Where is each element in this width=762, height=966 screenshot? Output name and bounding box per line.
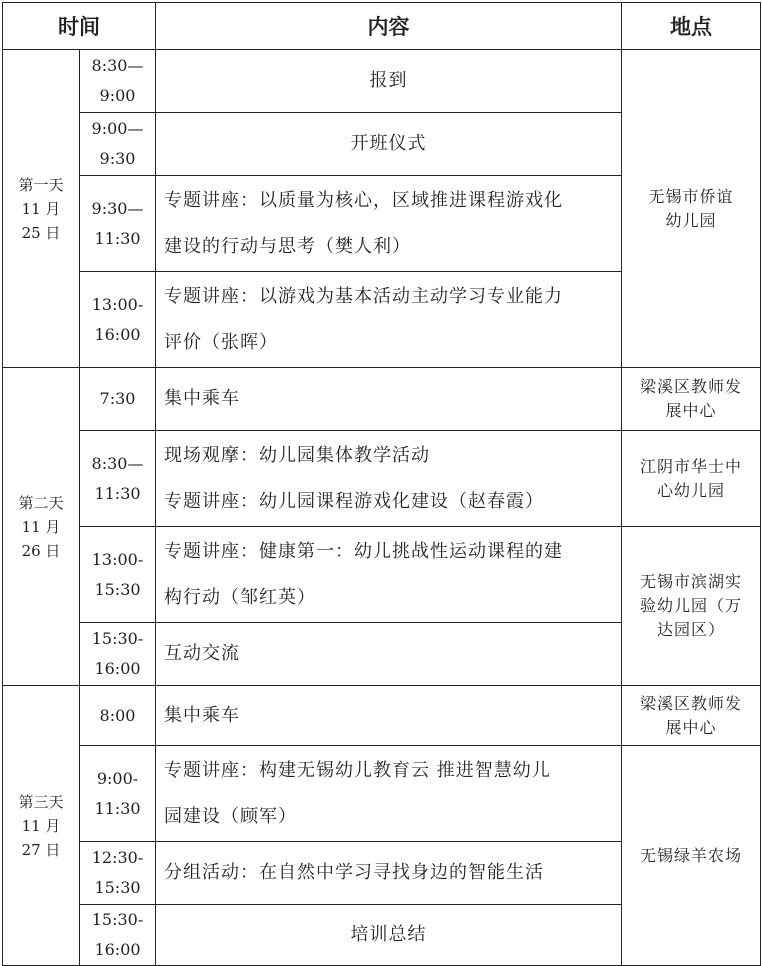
content-line: 园建设（顾军）	[164, 805, 297, 827]
time-end: 16:00	[94, 324, 141, 344]
place-line: 无锡市侨谊	[648, 186, 734, 206]
place-line: 无锡绿羊农场	[639, 845, 742, 865]
time-end: 16:00	[94, 659, 141, 678]
content-line: 构行动（邹红英）	[164, 586, 316, 608]
time-start: 8:00	[99, 705, 136, 725]
content-line: 报到	[369, 70, 408, 91]
time-start: 8:30—	[91, 56, 144, 75]
content-line: 互动交流	[164, 643, 240, 664]
content-cell	[156, 527, 622, 623]
day-month: 11 月	[21, 199, 61, 218]
content-line: 专题讲座：幼儿园课程游戏化建设（赵春霞）	[164, 490, 544, 512]
time-start: 8:30—	[91, 453, 144, 473]
table-row	[3, 686, 761, 746]
place-line: 心幼儿园	[656, 480, 725, 500]
day-cell-3	[3, 686, 80, 966]
header-time: 时间	[3, 3, 156, 50]
time-end: 15:30	[94, 579, 141, 599]
content-cell	[156, 50, 622, 113]
content-cell	[156, 905, 622, 966]
content-line: 专题讲座：以游戏为基本活动主动学习专业能力	[164, 285, 563, 307]
content-cell	[156, 686, 622, 746]
content-line: 专题讲座：构建无锡幼儿教育云 推进智慧幼儿	[164, 759, 551, 781]
content-line: 建设的行动与思考（樊人利）	[164, 235, 411, 257]
table-row	[3, 50, 761, 113]
day-cell-2	[3, 368, 80, 686]
time-start: 13:00-	[91, 549, 144, 569]
time-cell	[80, 842, 156, 905]
day-label: 第二天	[18, 493, 64, 512]
time-cell	[80, 905, 156, 966]
time-start: 15:30-	[91, 910, 144, 929]
day-label: 第一天	[18, 175, 64, 194]
header-content: 内容	[156, 3, 622, 50]
time-cell	[80, 527, 156, 623]
place-cell	[622, 50, 761, 368]
place-line: 无锡市滨湖实	[639, 572, 742, 591]
content-cell	[156, 176, 622, 272]
place-line: 梁溪区教师发	[639, 693, 742, 713]
time-start: 12:30-	[91, 848, 144, 867]
day-month: 11 月	[21, 816, 61, 835]
place-cell	[622, 368, 761, 431]
content-cell	[156, 272, 622, 368]
time-cell	[80, 50, 156, 113]
time-cell	[80, 272, 156, 368]
place-line: 梁溪区教师发	[639, 377, 742, 396]
time-cell	[80, 176, 156, 272]
time-cell	[80, 368, 156, 431]
content-line: 现场观摩：幼儿园集体教学活动	[164, 444, 430, 466]
content-line: 专题讲座：健康第一：幼儿挑战性运动课程的建	[164, 540, 563, 562]
time-start: 9:00—	[91, 119, 144, 138]
day-label: 第三天	[18, 792, 64, 811]
content-line: 分组活动：在自然中学习寻找身边的智能生活	[164, 862, 544, 883]
content-cell	[156, 746, 622, 842]
table-row	[3, 746, 761, 842]
table-row	[3, 368, 761, 431]
content-line: 集中乘车	[164, 704, 240, 726]
place-line: 展中心	[665, 401, 717, 420]
time-cell	[80, 686, 156, 746]
place-line: 展中心	[665, 717, 717, 737]
place-line: 验幼儿园（万	[639, 596, 742, 615]
content-line: 评价（张晖）	[164, 331, 278, 353]
place-line: 江阴市华士中	[639, 456, 742, 476]
schedule-table	[2, 2, 761, 966]
time-end: 11:30	[94, 798, 141, 818]
place-line: 幼儿园	[665, 210, 717, 230]
day-cell-1	[3, 50, 80, 368]
place-line: 达园区）	[656, 620, 725, 639]
day-date: 26 日	[21, 541, 61, 560]
time-cell	[80, 746, 156, 842]
time-cell	[80, 113, 156, 176]
time-start: 7:30	[99, 389, 136, 408]
place-cell	[622, 431, 761, 527]
time-start: 15:30-	[91, 629, 144, 648]
table-row	[3, 527, 761, 623]
content-cell	[156, 368, 622, 431]
content-line: 开班仪式	[350, 133, 427, 154]
table-row	[3, 431, 761, 527]
time-end: 9:30	[99, 149, 136, 168]
header-row	[3, 3, 761, 50]
content-cell	[156, 842, 622, 905]
time-end: 15:30	[94, 878, 141, 897]
day-month: 11 月	[21, 517, 61, 536]
time-end: 9:00	[99, 86, 136, 105]
place-cell	[622, 686, 761, 746]
time-start: 9:00-	[96, 768, 139, 788]
day-date: 27 日	[21, 840, 61, 859]
content-cell	[156, 113, 622, 176]
content-line: 专题讲座：以质量为核心，区域推进课程游戏化	[164, 189, 563, 211]
time-end: 11:30	[94, 228, 141, 248]
place-cell	[622, 746, 761, 966]
content-line: 培训总结	[350, 924, 427, 945]
time-start: 13:00-	[91, 294, 144, 314]
time-end: 11:30	[94, 483, 141, 503]
day-date: 25 日	[21, 223, 61, 242]
time-start: 9:30—	[91, 198, 144, 218]
place-cell	[622, 527, 761, 686]
content-line: 集中乘车	[164, 388, 240, 409]
time-end: 16:00	[94, 940, 141, 959]
content-cell	[156, 431, 622, 527]
time-cell	[80, 623, 156, 686]
header-place: 地点	[622, 3, 761, 50]
content-cell	[156, 623, 622, 686]
time-cell	[80, 431, 156, 527]
